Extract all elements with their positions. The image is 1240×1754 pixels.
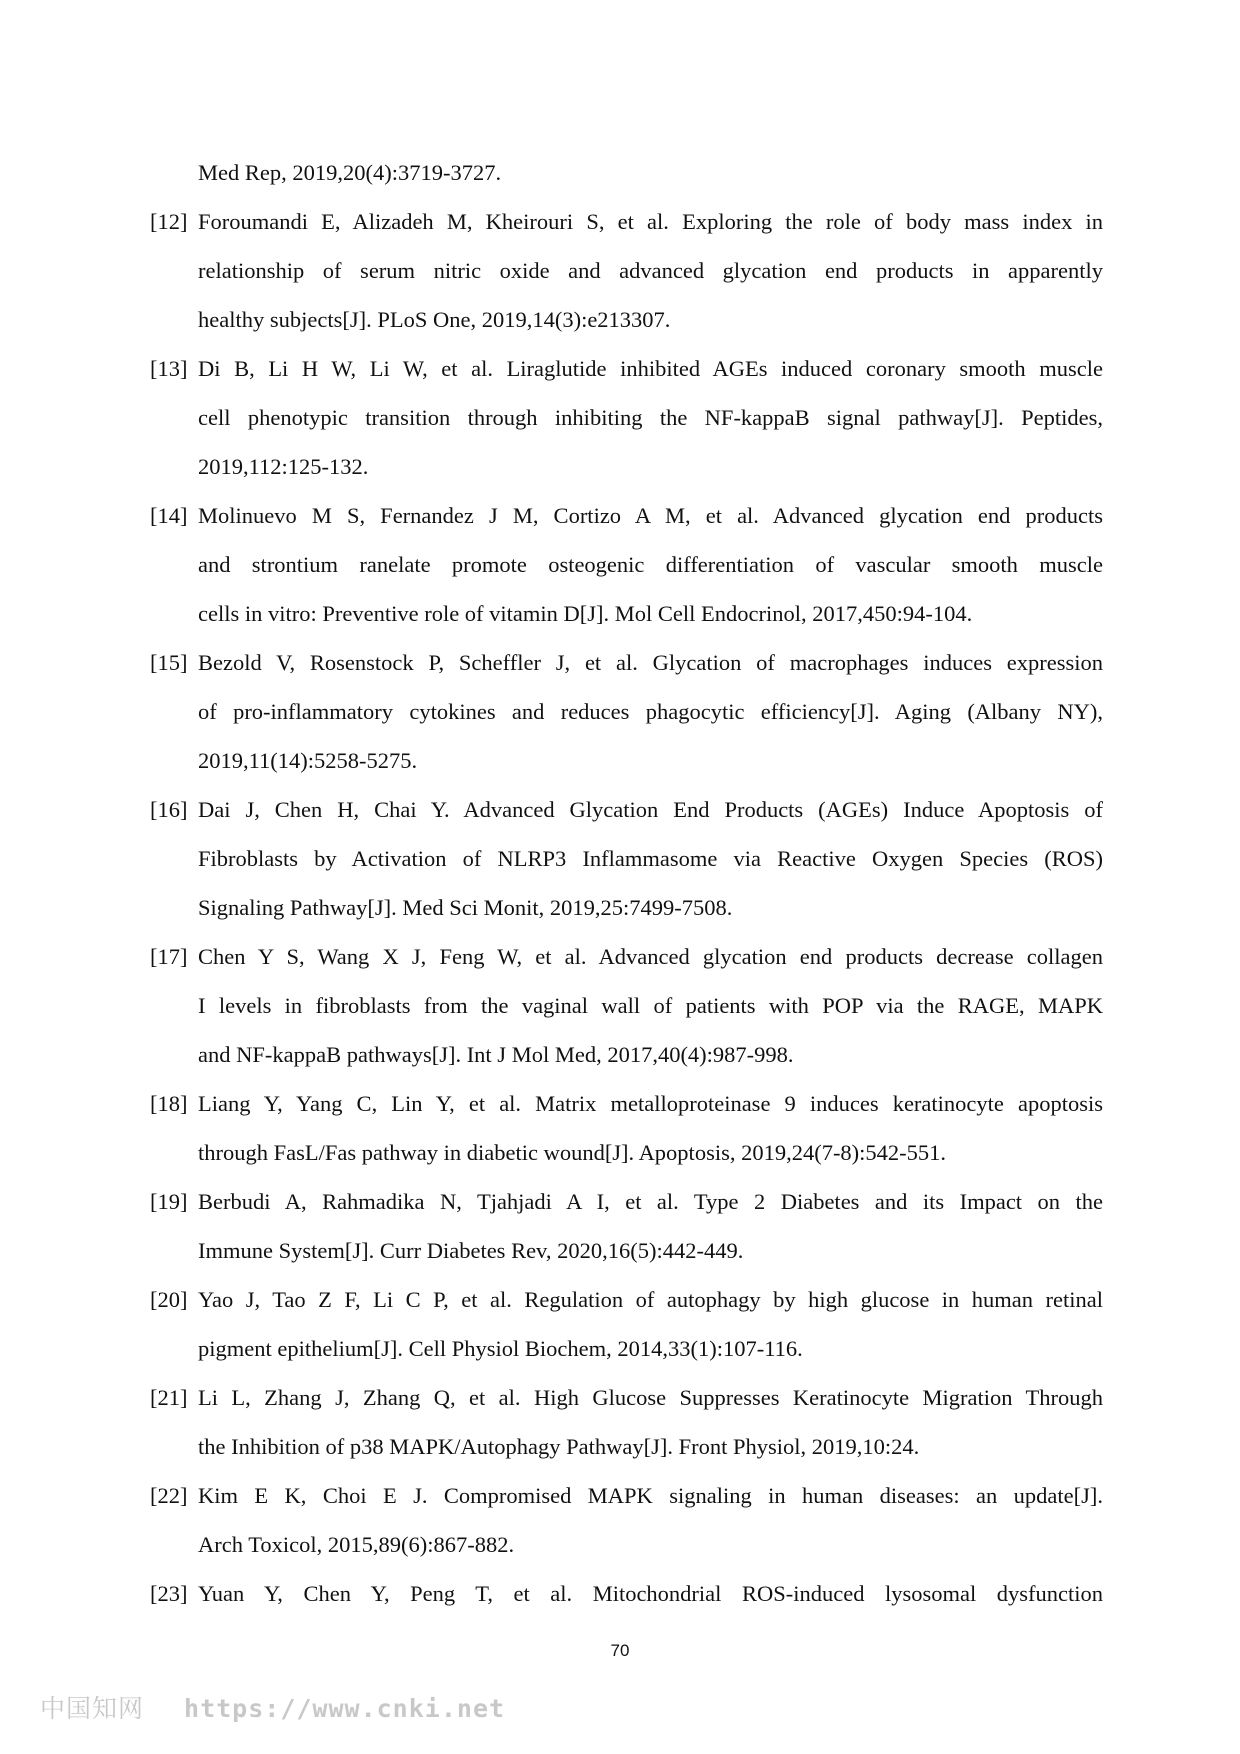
reference-line: Chen Y S, Wang X J, Feng W, et al. Advanced glycation end products decrease collagen bbox=[198, 944, 1103, 969]
reference-line: I levels in fibroblasts from the vaginal wall of patients with POP via the RAGE, MAPK bbox=[198, 993, 1103, 1018]
watermark-site-name: 中国知网 bbox=[40, 1694, 145, 1723]
reference-line: Li L, Zhang J, Zhang Q, et al. High Glucose Suppresses Keratinocyte Migration Through bbox=[198, 1385, 1103, 1410]
reference-line: Med Rep, 2019,20(4):3719-3727. bbox=[198, 160, 502, 185]
reference-number: [14] bbox=[150, 503, 188, 528]
reference-line: pigment epithelium[J]. Cell Physiol Biochem, 2014,33(1):107-116. bbox=[198, 1336, 803, 1361]
watermark-url: https://www.cnki.net bbox=[184, 1694, 506, 1723]
reference-line: through FasL/Fas pathway in diabetic wound[J]. Apoptosis, 2019,24(7-8):542-551. bbox=[198, 1140, 947, 1165]
reference-number: [12] bbox=[150, 209, 188, 234]
reference-number: [23] bbox=[150, 1581, 188, 1606]
reference-line: cells in vitro: Preventive role of vitamin D[J]. Mol Cell Endocrinol, 2017,450:94-104. bbox=[198, 601, 973, 626]
reference-number: [17] bbox=[150, 944, 188, 969]
reference-line: 2019,112:125-132. bbox=[198, 454, 369, 479]
reference-number: [20] bbox=[150, 1287, 188, 1312]
reference-line: Yao J, Tao Z F, Li C P, et al. Regulation of autophagy by high glucose in human retinal bbox=[198, 1287, 1103, 1312]
reference-line: Molinuevo M S, Fernandez J M, Cortizo A M, et al. Advanced glycation end products bbox=[198, 503, 1103, 528]
reference-line: Immune System[J]. Curr Diabetes Rev, 2020,16(5):442-449. bbox=[198, 1238, 744, 1263]
reference-line: Dai J, Chen H, Chai Y. Advanced Glycation End Products (AGEs) Induce Apoptosis of bbox=[198, 797, 1103, 822]
reference-number: [16] bbox=[150, 797, 188, 822]
reference-number: [21] bbox=[150, 1385, 188, 1410]
reference-line: the Inhibition of p38 MAPK/Autophagy Pathway[J]. Front Physiol, 2019,10:24. bbox=[198, 1434, 920, 1459]
reference-line: and NF-kappaB pathways[J]. Int J Mol Med, 2017,40(4):987-998. bbox=[198, 1042, 794, 1067]
reference-number: [15] bbox=[150, 650, 188, 675]
page-number: 70 bbox=[610, 1641, 630, 1660]
reference-line: Signaling Pathway[J]. Med Sci Monit, 2019,25:7499-7508. bbox=[198, 895, 733, 920]
reference-number: [18] bbox=[150, 1091, 188, 1116]
reference-line: cell phenotypic transition through inhibiting the NF-kappaB signal pathway[J]. Peptides, bbox=[198, 405, 1103, 430]
reference-line: Fibroblasts by Activation of NLRP3 Inflammasome via Reactive Oxygen Species (ROS) bbox=[198, 846, 1103, 871]
reference-line: 2019,11(14):5258-5275. bbox=[198, 748, 418, 773]
reference-line: Liang Y, Yang C, Lin Y, et al. Matrix metalloproteinase 9 induces keratinocyte apoptosis bbox=[198, 1091, 1103, 1116]
reference-line: Bezold V, Rosenstock P, Scheffler J, et al. Glycation of macrophages induces expression bbox=[198, 650, 1103, 675]
reference-number: [13] bbox=[150, 356, 188, 381]
reference-number: [22] bbox=[150, 1483, 188, 1508]
cnki-watermark bbox=[40, 1693, 505, 1726]
reference-line: and strontium ranelate promote osteogenic differentiation of vascular smooth muscle bbox=[198, 552, 1103, 577]
reference-line: Kim E K, Choi E J. Compromised MAPK signaling in human diseases: an update[J]. bbox=[198, 1483, 1103, 1508]
reference-number: [19] bbox=[150, 1189, 188, 1214]
reference-line: Berbudi A, Rahmadika N, Tjahjadi A I, et al. Type 2 Diabetes and its Impact on the bbox=[198, 1189, 1103, 1214]
reference-line: Arch Toxicol, 2015,89(6):867-882. bbox=[198, 1532, 515, 1557]
reference-line: healthy subjects[J]. PLoS One, 2019,14(3):e213307. bbox=[198, 307, 671, 332]
reference-line: Yuan Y, Chen Y, Peng T, et al. Mitochondrial ROS-induced lysosomal dysfunction bbox=[198, 1581, 1103, 1606]
reference-line: Foroumandi E, Alizadeh M, Kheirouri S, et al. Exploring the role of body mass index in bbox=[198, 209, 1103, 234]
reference-line: Di B, Li H W, Li W, et al. Liraglutide inhibited AGEs induced coronary smooth muscle bbox=[198, 356, 1103, 381]
reference-line: relationship of serum nitric oxide and advanced glycation end products in apparently bbox=[198, 258, 1103, 283]
reference-line: of pro-inflammatory cytokines and reduces phagocytic efficiency[J]. Aging (Albany NY), bbox=[198, 699, 1103, 724]
